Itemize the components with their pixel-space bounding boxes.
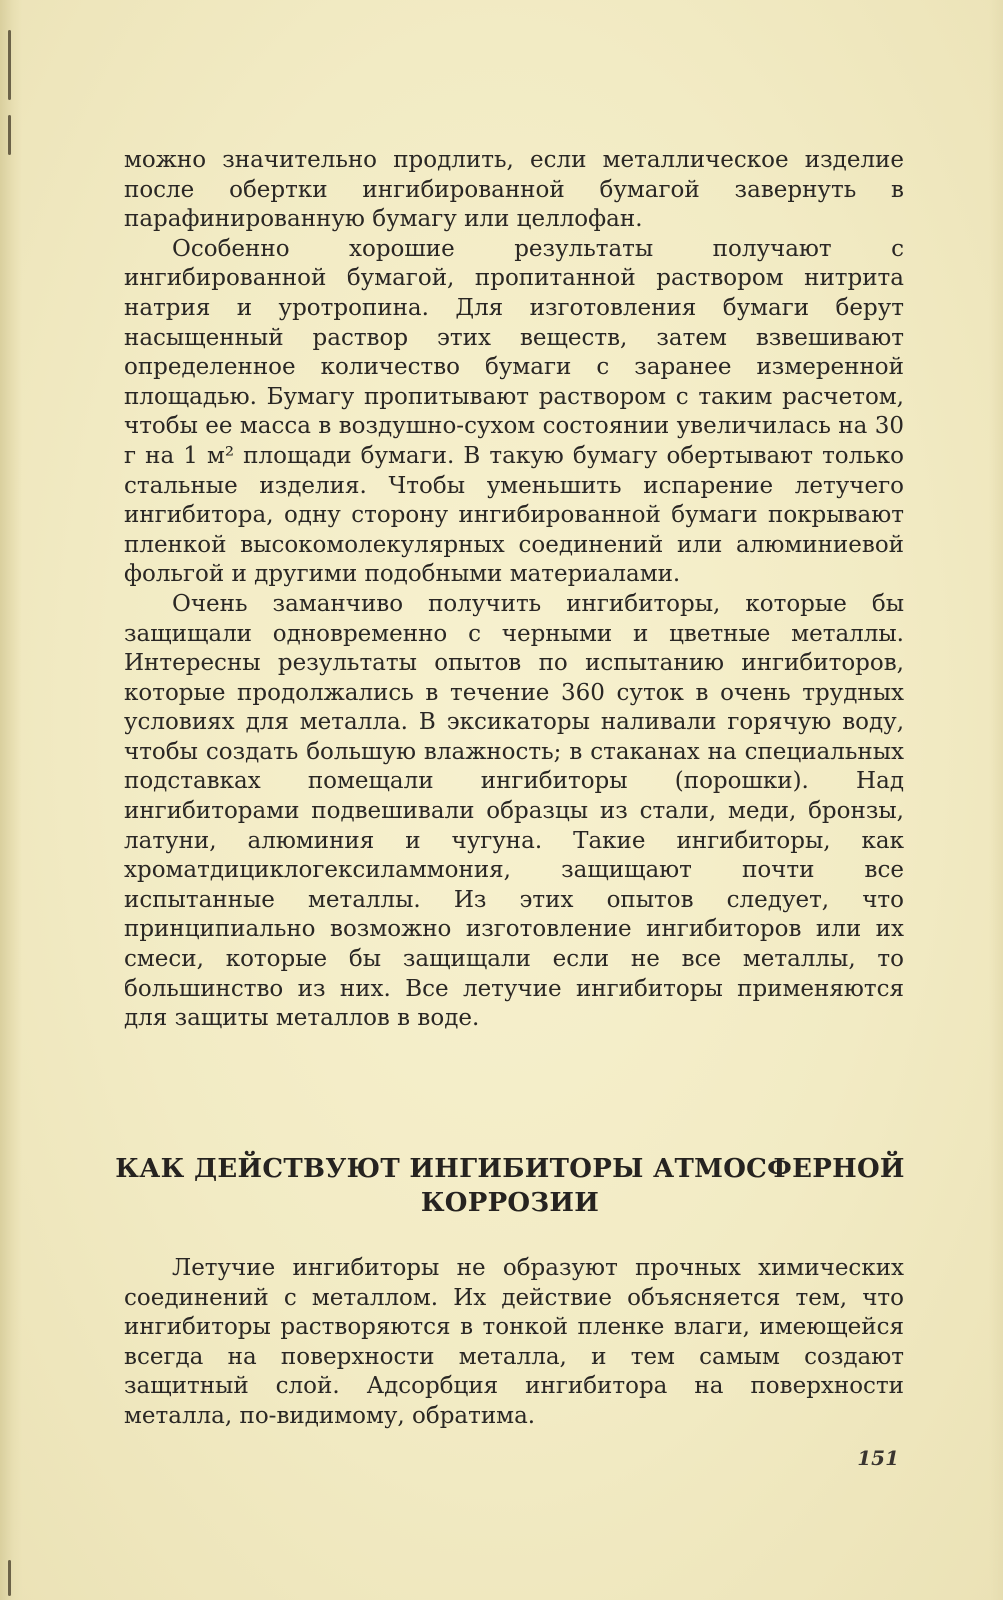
spine-mark [8,30,11,100]
page-spine-shadow [0,0,22,1600]
paragraph: Летучие ингибиторы не образуют прочных химических соединений с металлом. Их действие объясняется тем, что ингибиторы растворяются в тонкой пленке влаги, имеющейся всегда на поверхности металла, и тем самым создают защитный слой. Адсорбция ингибитора на поверхности металла, по-видимому, обратима. [124,1255,904,1429]
section-body-text [124,1254,904,1432]
paragraph: можно значительно продлить, если металлическое изделие после обертки ингибированной бумагой завернуть в парафинированную бумагу или целлофан. [124,147,904,233]
page-edge-shadow [989,0,1003,1600]
paragraph: Особенно хорошие результаты получают с ингибированной бумагой, пропитанной раствором нитрита натрия и уротропина. Для изготовления бумаги берут насыщенный раствор этих веществ, затем взвешивают определенное количество бумаги с заранее измеренной площадью. Бумагу пропитывают раствором с таким расчетом, чтобы ее масса в воздушно-сухом состоянии увеличилась на 30 г на 1 м² площади бумаги. В такую бумагу обертывают только стальные изделия. Чтобы уменьшить испарение летучего ингибитора, одну сторону ингибированной бумаги покрывают пленкой высокомолекулярных соединений или алюминиевой фольгой и другими подобными материалами. [124,235,904,588]
spine-mark [8,115,11,155]
page-number: 151 [857,1446,899,1470]
paragraph: Очень заманчиво получить ингибиторы, которые бы защищали одновременно с черными и цветные металлы. Интересны результаты опытов по испытанию ингибиторов, которые продолжались в течение 360 суток в очень трудных условиях для металла. В эксикаторы наливали горячую воду, чтобы создать большую влажность; в стаканах на специальных подставках помещали ингибиторы (порошки). Над ингибиторами подвешивали образцы из стали, меди, бронзы, латуни, алюминия и чугуна. Такие ингибиторы, как хроматдициклогексиламмония, защищают почти все испытанные металлы. Из этих опытов следует, что принципиально возможно изготовление ингибиторов или их смеси, которые бы защищали если не все металлы, то большинство из них. Все летучие ингибиторы применяются для защиты металлов в воде. [124,590,904,1032]
body-text [124,146,904,1034]
section-heading: КАК ДЕЙСТВУЮТ ИНГИБИТОРЫ АТМОСФЕРНОЙ КОРРОЗИИ [115,1154,905,1218]
spine-mark [8,1560,11,1596]
